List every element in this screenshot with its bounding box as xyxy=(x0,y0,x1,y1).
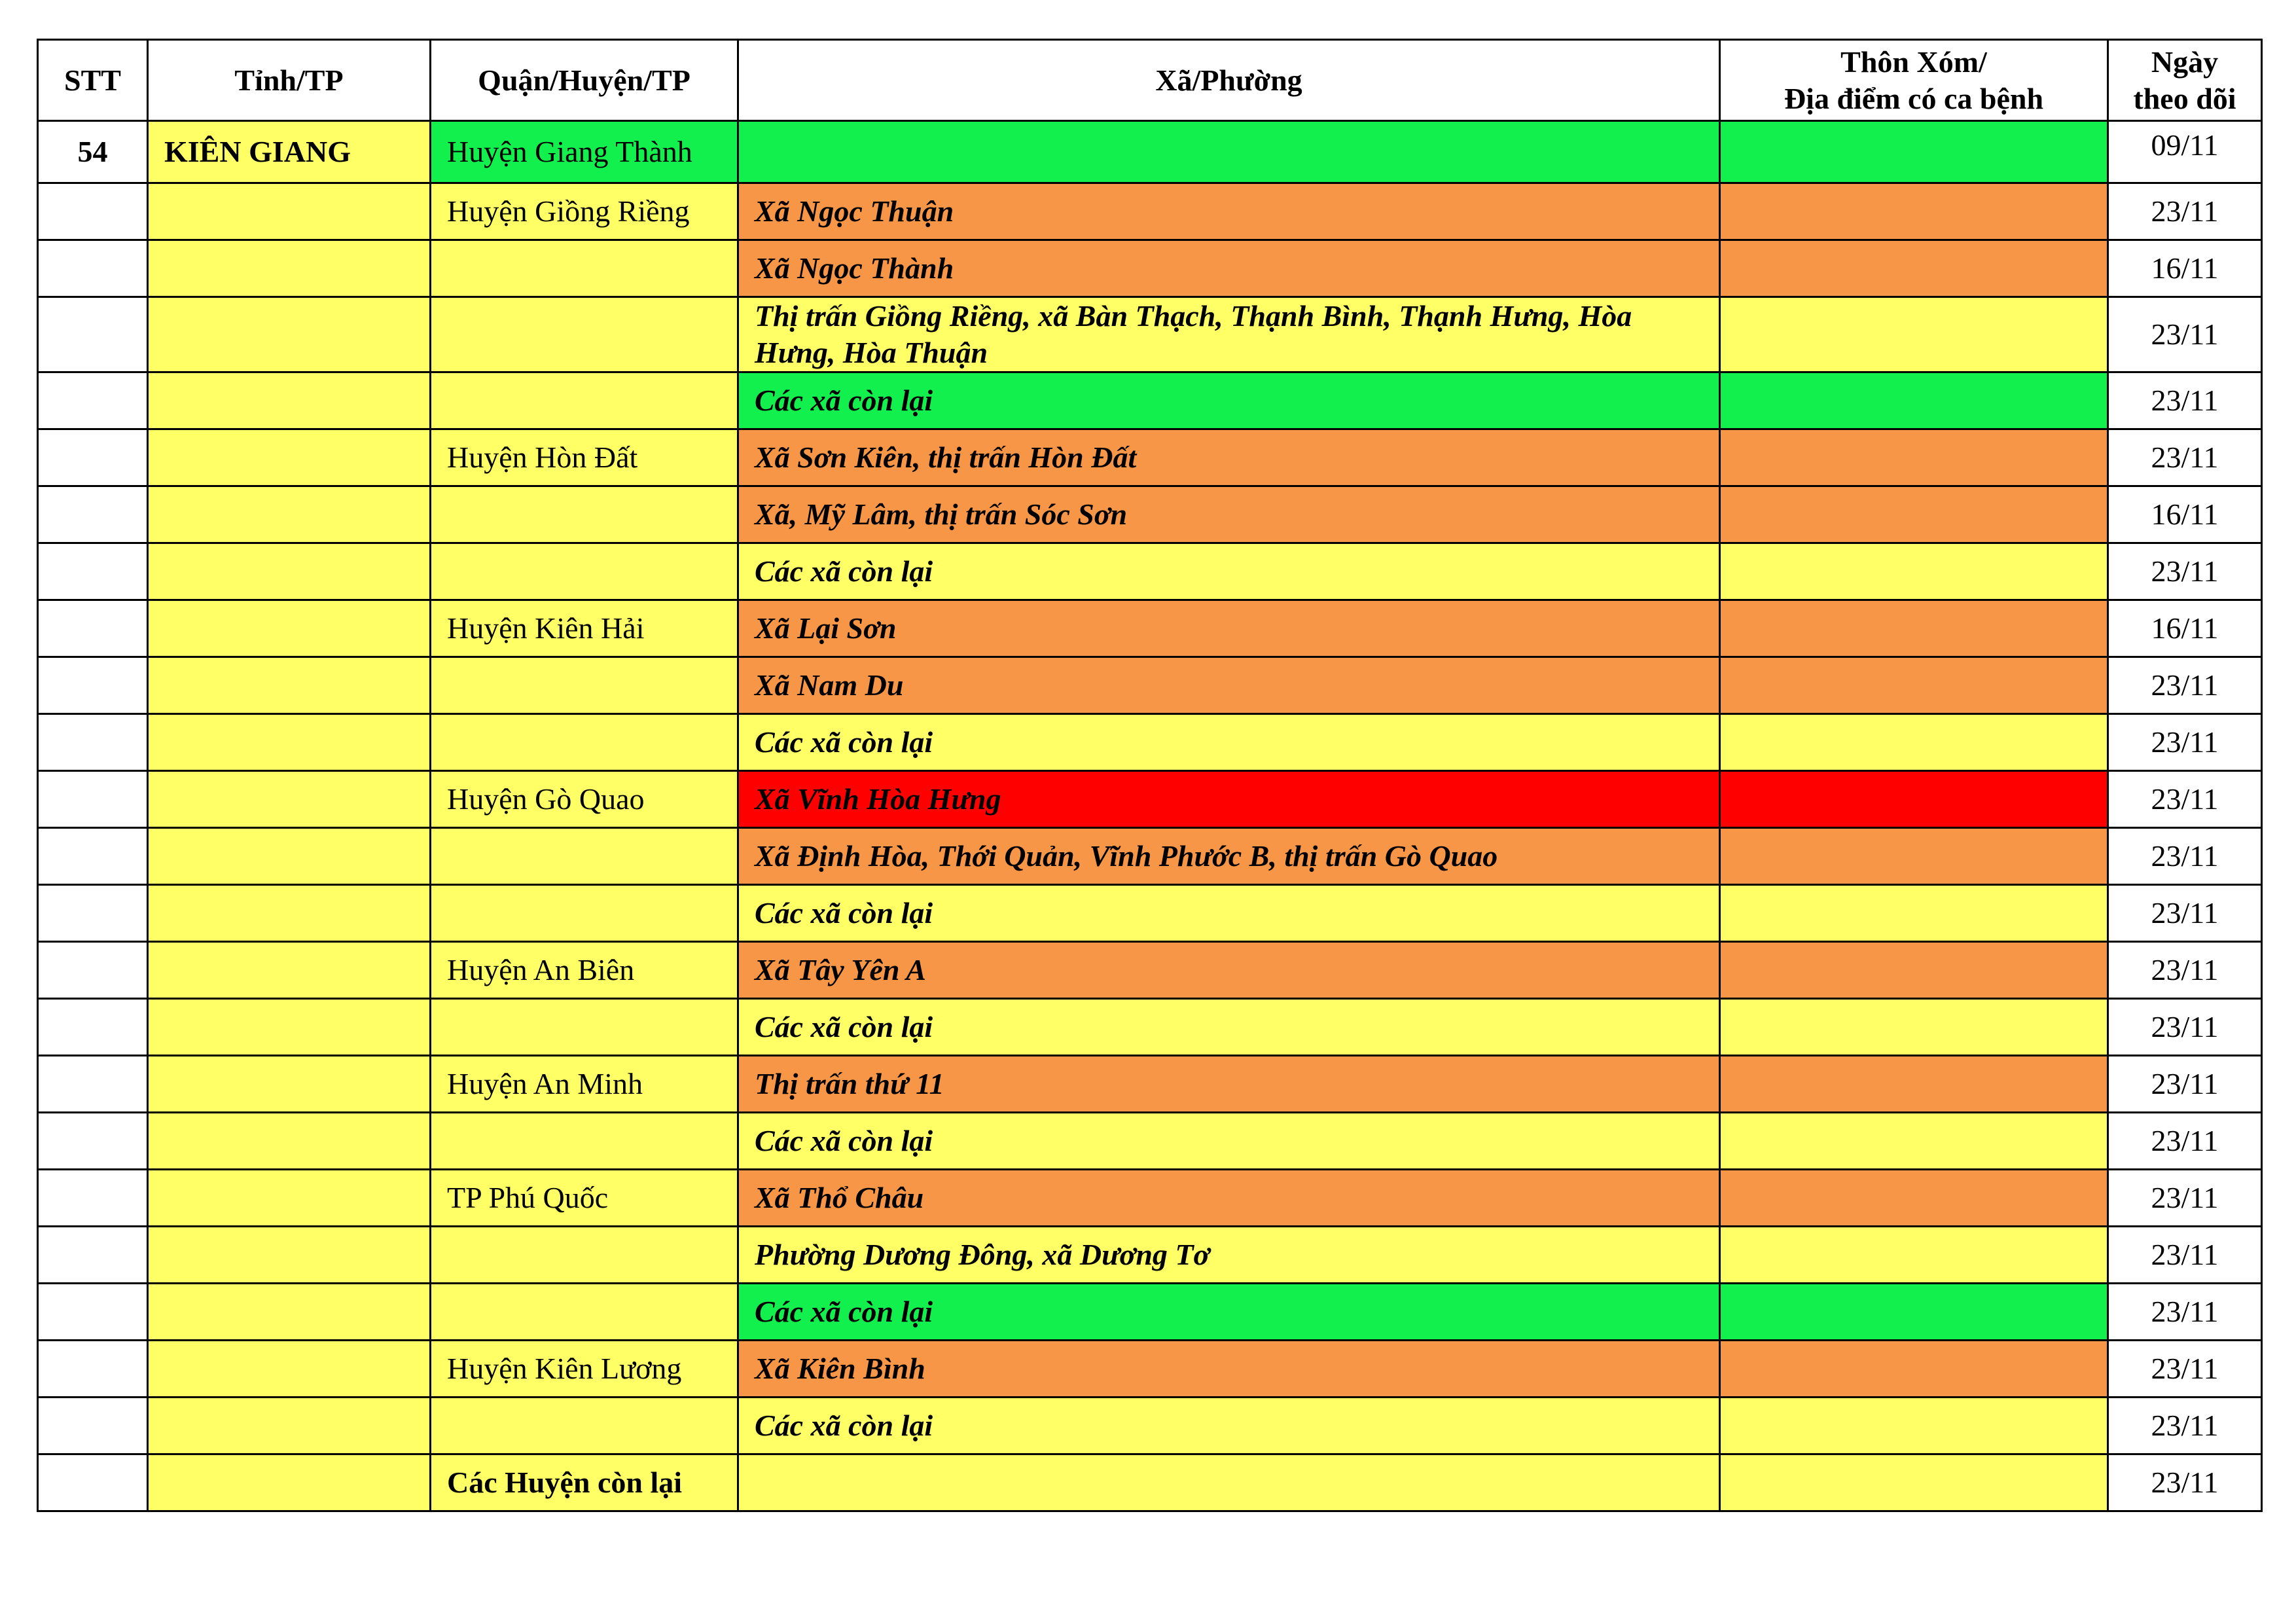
table-row xyxy=(38,942,2262,999)
cell-date: 16/11 xyxy=(2108,600,2262,657)
cell-district xyxy=(431,1113,738,1170)
cell-district: TP Phú Quốc xyxy=(431,1170,738,1227)
cell-commune: Thị trấn thứ 11 xyxy=(738,1056,1720,1113)
header-date-line1: Ngày xyxy=(2151,45,2219,79)
cell-commune xyxy=(738,121,1720,183)
cell-hamlet xyxy=(1720,600,2108,657)
cell-stt xyxy=(38,1284,148,1341)
cell-hamlet xyxy=(1720,543,2108,600)
cell-hamlet xyxy=(1720,1398,2108,1454)
cell-district: Huyện Kiên Lương xyxy=(431,1341,738,1398)
cell-province xyxy=(148,600,431,657)
cell-province xyxy=(148,1170,431,1227)
cell-stt xyxy=(38,1341,148,1398)
header-date-line2: theo dõi xyxy=(2133,81,2236,115)
cell-stt xyxy=(38,657,148,714)
cell-date: 23/11 xyxy=(2108,543,2262,600)
cell-province xyxy=(148,885,431,942)
cell-date: 23/11 xyxy=(2108,1341,2262,1398)
cell-district: Các Huyện còn lại xyxy=(431,1454,738,1511)
cell-commune: Xã Sơn Kiên, thị trấn Hòn Đất xyxy=(738,429,1720,486)
cell-commune: Xã Kiên Bình xyxy=(738,1341,1720,1398)
cell-district xyxy=(431,657,738,714)
cell-stt xyxy=(38,885,148,942)
table-row xyxy=(38,429,2262,486)
cell-district: Huyện Hòn Đất xyxy=(431,429,738,486)
cell-commune: Xã, Mỹ Lâm, thị trấn Sóc Sơn xyxy=(738,486,1720,543)
cell-commune: Xã Lại Sơn xyxy=(738,600,1720,657)
table-row xyxy=(38,121,2262,183)
cell-province xyxy=(148,1227,431,1284)
cell-province xyxy=(148,543,431,600)
header-district: Quận/Huyện/TP xyxy=(431,40,738,121)
cell-date: 23/11 xyxy=(2108,297,2262,372)
cell-commune: Các xã còn lại xyxy=(738,543,1720,600)
table-row xyxy=(38,885,2262,942)
cell-date: 23/11 xyxy=(2108,771,2262,828)
cell-stt xyxy=(38,714,148,771)
cell-commune: Xã Tây Yên A xyxy=(738,942,1720,999)
cell-province: KIÊN GIANG xyxy=(148,121,431,183)
cell-stt xyxy=(38,1227,148,1284)
cell-province xyxy=(148,1284,431,1341)
table-row xyxy=(38,297,2262,372)
cell-hamlet xyxy=(1720,1170,2108,1227)
cell-district xyxy=(431,372,738,429)
cell-date: 23/11 xyxy=(2108,714,2262,771)
table-row xyxy=(38,657,2262,714)
cell-commune: Các xã còn lại xyxy=(738,1398,1720,1454)
header-hamlet-line1: Thôn Xóm/ xyxy=(1840,45,1987,79)
cell-hamlet xyxy=(1720,1341,2108,1398)
cell-district: Huyện An Minh xyxy=(431,1056,738,1113)
cell-province xyxy=(148,297,431,372)
cell-district xyxy=(431,714,738,771)
cell-district xyxy=(431,240,738,297)
cell-stt xyxy=(38,942,148,999)
cell-hamlet xyxy=(1720,183,2108,240)
cell-hamlet xyxy=(1720,714,2108,771)
cell-date: 16/11 xyxy=(2108,240,2262,297)
cell-date: 23/11 xyxy=(2108,372,2262,429)
cell-hamlet xyxy=(1720,240,2108,297)
cell-district xyxy=(431,1284,738,1341)
cell-date: 23/11 xyxy=(2108,942,2262,999)
cell-province xyxy=(148,1341,431,1398)
cell-province xyxy=(148,183,431,240)
table-row xyxy=(38,1284,2262,1341)
cell-hamlet xyxy=(1720,1056,2108,1113)
table-row xyxy=(38,771,2262,828)
cell-hamlet xyxy=(1720,429,2108,486)
cell-date: 23/11 xyxy=(2108,657,2262,714)
cell-date: 23/11 xyxy=(2108,885,2262,942)
table-row xyxy=(38,240,2262,297)
cell-district xyxy=(431,486,738,543)
cell-district xyxy=(431,1227,738,1284)
cell-date: 23/11 xyxy=(2108,1284,2262,1341)
cell-province xyxy=(148,942,431,999)
cell-stt xyxy=(38,183,148,240)
cell-district xyxy=(431,999,738,1056)
cell-commune: Các xã còn lại xyxy=(738,999,1720,1056)
cell-district xyxy=(431,1398,738,1454)
table-row xyxy=(38,600,2262,657)
cell-stt xyxy=(38,999,148,1056)
cell-date: 23/11 xyxy=(2108,1113,2262,1170)
header-row xyxy=(38,40,2262,121)
cell-hamlet xyxy=(1720,1454,2108,1511)
cell-district xyxy=(431,297,738,372)
cell-commune: Xã Vĩnh Hòa Hưng xyxy=(738,771,1720,828)
cell-province xyxy=(148,429,431,486)
cell-stt xyxy=(38,771,148,828)
cell-stt xyxy=(38,1398,148,1454)
cell-commune: Các xã còn lại xyxy=(738,1284,1720,1341)
cell-commune: Phường Dương Đông, xã Dương Tơ xyxy=(738,1227,1720,1284)
cell-commune: Các xã còn lại xyxy=(738,714,1720,771)
cell-province xyxy=(148,240,431,297)
cell-hamlet xyxy=(1720,372,2108,429)
cell-district xyxy=(431,885,738,942)
cell-commune: Xã Định Hòa, Thới Quản, Vĩnh Phước B, thị trấn Gò Quao xyxy=(738,828,1720,885)
cell-date: 23/11 xyxy=(2108,1398,2262,1454)
cell-stt xyxy=(38,828,148,885)
cell-province xyxy=(148,372,431,429)
cell-district xyxy=(431,828,738,885)
header-hamlet xyxy=(1720,40,2108,121)
table-row xyxy=(38,714,2262,771)
cell-stt xyxy=(38,486,148,543)
cell-district: Huyện An Biên xyxy=(431,942,738,999)
cell-province xyxy=(148,486,431,543)
cell-stt xyxy=(38,1454,148,1511)
cell-hamlet xyxy=(1720,771,2108,828)
cell-date: 23/11 xyxy=(2108,1227,2262,1284)
cell-commune: Xã Ngọc Thành xyxy=(738,240,1720,297)
header-province: Tỉnh/TP xyxy=(148,40,431,121)
cell-commune: Xã Thổ Châu xyxy=(738,1170,1720,1227)
cell-province xyxy=(148,1056,431,1113)
cell-date: 23/11 xyxy=(2108,999,2262,1056)
cell-stt xyxy=(38,429,148,486)
table-row xyxy=(38,183,2262,240)
header-stt: STT xyxy=(38,40,148,121)
cell-date: 23/11 xyxy=(2108,1170,2262,1227)
cell-commune: Thị trấn Giồng Riềng, xã Bàn Thạch, Thạnh Bình, Thạnh Hưng, Hòa Hưng, Hòa Thuận xyxy=(738,297,1720,372)
cell-province xyxy=(148,1454,431,1511)
cell-hamlet xyxy=(1720,1227,2108,1284)
table-row xyxy=(38,999,2262,1056)
cell-date: 23/11 xyxy=(2108,429,2262,486)
cell-date: 16/11 xyxy=(2108,486,2262,543)
table-row xyxy=(38,486,2262,543)
cell-stt xyxy=(38,297,148,372)
cell-date: 23/11 xyxy=(2108,183,2262,240)
cell-hamlet xyxy=(1720,1284,2108,1341)
cell-date: 23/11 xyxy=(2108,1056,2262,1113)
header-commune: Xã/Phường xyxy=(738,40,1720,121)
cell-hamlet xyxy=(1720,1113,2108,1170)
cell-district xyxy=(431,543,738,600)
cell-stt xyxy=(38,1113,148,1170)
table-row xyxy=(38,1056,2262,1113)
cell-hamlet xyxy=(1720,885,2108,942)
cell-province xyxy=(148,714,431,771)
cell-hamlet xyxy=(1720,297,2108,372)
cell-district: Huyện Giang Thành xyxy=(431,121,738,183)
header-date xyxy=(2108,40,2262,121)
table-row xyxy=(38,1454,2262,1511)
cell-stt xyxy=(38,1170,148,1227)
cell-commune: Xã Ngọc Thuận xyxy=(738,183,1720,240)
cell-commune: Các xã còn lại xyxy=(738,885,1720,942)
cell-district: Huyện Kiên Hải xyxy=(431,600,738,657)
cell-commune: Các xã còn lại xyxy=(738,1113,1720,1170)
cell-stt xyxy=(38,1056,148,1113)
cell-date: 23/11 xyxy=(2108,828,2262,885)
cell-commune: Các xã còn lại xyxy=(738,372,1720,429)
cell-hamlet xyxy=(1720,942,2108,999)
cell-stt: 54 xyxy=(38,121,148,183)
cell-hamlet xyxy=(1720,486,2108,543)
cell-date: 23/11 xyxy=(2108,1454,2262,1511)
cell-province xyxy=(148,999,431,1056)
cell-province xyxy=(148,1398,431,1454)
table-row xyxy=(38,1170,2262,1227)
cell-commune: Xã Nam Du xyxy=(738,657,1720,714)
table-row xyxy=(38,1398,2262,1454)
cell-stt xyxy=(38,372,148,429)
table-row xyxy=(38,1227,2262,1284)
cell-stt xyxy=(38,240,148,297)
cell-stt xyxy=(38,600,148,657)
cell-province xyxy=(148,1113,431,1170)
cell-province xyxy=(148,657,431,714)
cell-hamlet xyxy=(1720,657,2108,714)
cell-district: Huyện Gò Quao xyxy=(431,771,738,828)
table-row xyxy=(38,828,2262,885)
cell-stt xyxy=(38,543,148,600)
cell-province xyxy=(148,828,431,885)
header-hamlet-line2: Địa điểm có ca bệnh xyxy=(1784,81,2044,115)
cell-hamlet xyxy=(1720,121,2108,183)
covid-risk-level-table xyxy=(37,39,2263,1512)
cell-district: Huyện Giồng Riềng xyxy=(431,183,738,240)
table-row xyxy=(38,543,2262,600)
table-row xyxy=(38,1341,2262,1398)
cell-hamlet xyxy=(1720,999,2108,1056)
cell-date: 09/11 xyxy=(2108,121,2262,183)
table-row xyxy=(38,1113,2262,1170)
cell-commune xyxy=(738,1454,1720,1511)
table-row xyxy=(38,372,2262,429)
cell-hamlet xyxy=(1720,828,2108,885)
cell-province xyxy=(148,771,431,828)
